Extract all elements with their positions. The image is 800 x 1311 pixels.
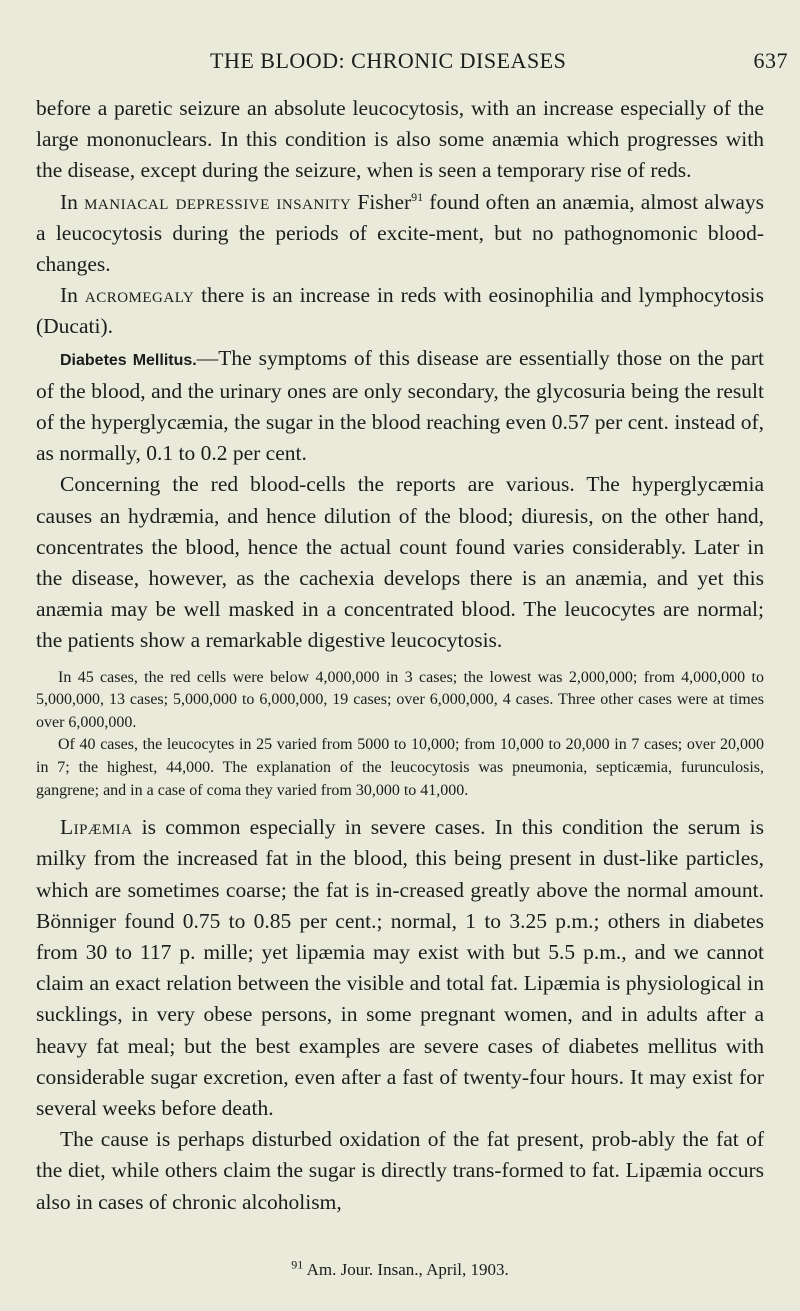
paragraph: Concerning the red blood-cells the reports are various. The hyperglycæmia causes an hydræmia, and hence dilution of the blood; diuresis, on the other hand, concentrates the blood, hence the actual count found varies considerably. Later in the disease, however, as the cachexia develops there is an anæmia, and yet this anæmia may be well masked in a concentrated blood. The leucocytes are normal; the patients show a remarkable digestive leucocytosis. (36, 472, 764, 653)
page-number: 637 (753, 48, 788, 73)
footnote-text: Am. Jour. Insan., April, 1903. (303, 1260, 509, 1279)
topic-term: maniacal depressive insanity (84, 189, 352, 214)
running-title: THE BLOOD: CHRONIC DISEASES (210, 48, 567, 73)
footnote (0, 1257, 800, 1280)
footnote-reference: 91 (411, 189, 424, 204)
paragraph-diabetes-mellitus: Diabetes Mellitus.—The symptoms of this disease are essentially those on the part of the blood, and the urinary ones are only secondary, the glycosuria being the result of the hyperglycæmia, the sugar in the blood reaching even 0.57 per cent. instead of, as normally, 0.1 to 0.2 per cent. (36, 345, 765, 466)
section-heading: Diabetes Mellitus. (60, 351, 197, 369)
footnote-marker: 91 (291, 1257, 304, 1272)
small-print-paragraph: In 45 cases, the red cells were below 4,000,000 in 3 cases; the lowest was 2,000,000; from 4,000,000 to 5,000,000, 13 cases; 5,000,000 to 6,000,000, 19 cases; over 6,000,000, 4 cases. Three other cases were at times over 6,000,000. (36, 668, 764, 731)
paragraph-maniacal-depressive-insanity: In maniacal depressive insanity Fisher$^{91}$ found often an anæmia, almost always a leucocytosis during the periods of excite-ment, but no pathognomonic blood-changes. (36, 189, 764, 277)
page-body (36, 93, 764, 1218)
paragraph-acromegaly: In acromegaly there is an increase in reds with eosinophilia and lymphocytosis (Ducati). (36, 283, 764, 339)
topic-term: Lipæmia (60, 815, 133, 840)
paragraph: The cause is perhaps disturbed oxidation of the fat present, prob-ably the fat of the diet, while others claim the sugar is directly trans-formed to fat. Lipæmia occurs also in cases of chronic alcoholism, (36, 1127, 764, 1214)
paragraph-lipaemia: Lipæmia is common especially in severe cases. In this condition the serum is milky from the increased fat in the blood, this being present in dust-like particles, which are sometimes coarse; the fat is in-creased greatly above the normal amount. Bönniger found 0.75 to 0.85 per cent.; normal, 1 to 3.25 p.m.; others in diabetes from 30 to 117 p. mille; yet lipæmia may exist with but 5.5 p.m., and we cannot claim an exact relation between the visible and total fat. Lipæmia is physiological in sucklings, in very obese persons, in some pregnant women, and in adults after a heavy fat meal; but the best examples are severe cases of diabetes mellitus with considerable sugar excretion, even after a fast of twenty-four hours. It may exist for several weeks before death. (36, 815, 764, 1121)
topic-term: acromegaly (84, 283, 195, 308)
paragraph: before a paretic seizure an absolute leucocytosis, with an increase especially of the large mononuclears. In this condition is also some anæmia which progresses with the disease, except during the seizure, when is seen a temporary rise of reds. (36, 96, 764, 183)
small-print-block (36, 667, 764, 803)
small-print-paragraph: Of 40 cases, the leucocytes in 25 varied from 5000 to 10,000; from 10,000 to 20,000 in 7 cases; over 20,000 in 7; the highest, 44,000. The explanation of the leucocytosis was pneumonia, septicæmia, furunculosis, gangrene; and in a case of coma they varied from 30,000 to 41,000. (36, 736, 764, 799)
